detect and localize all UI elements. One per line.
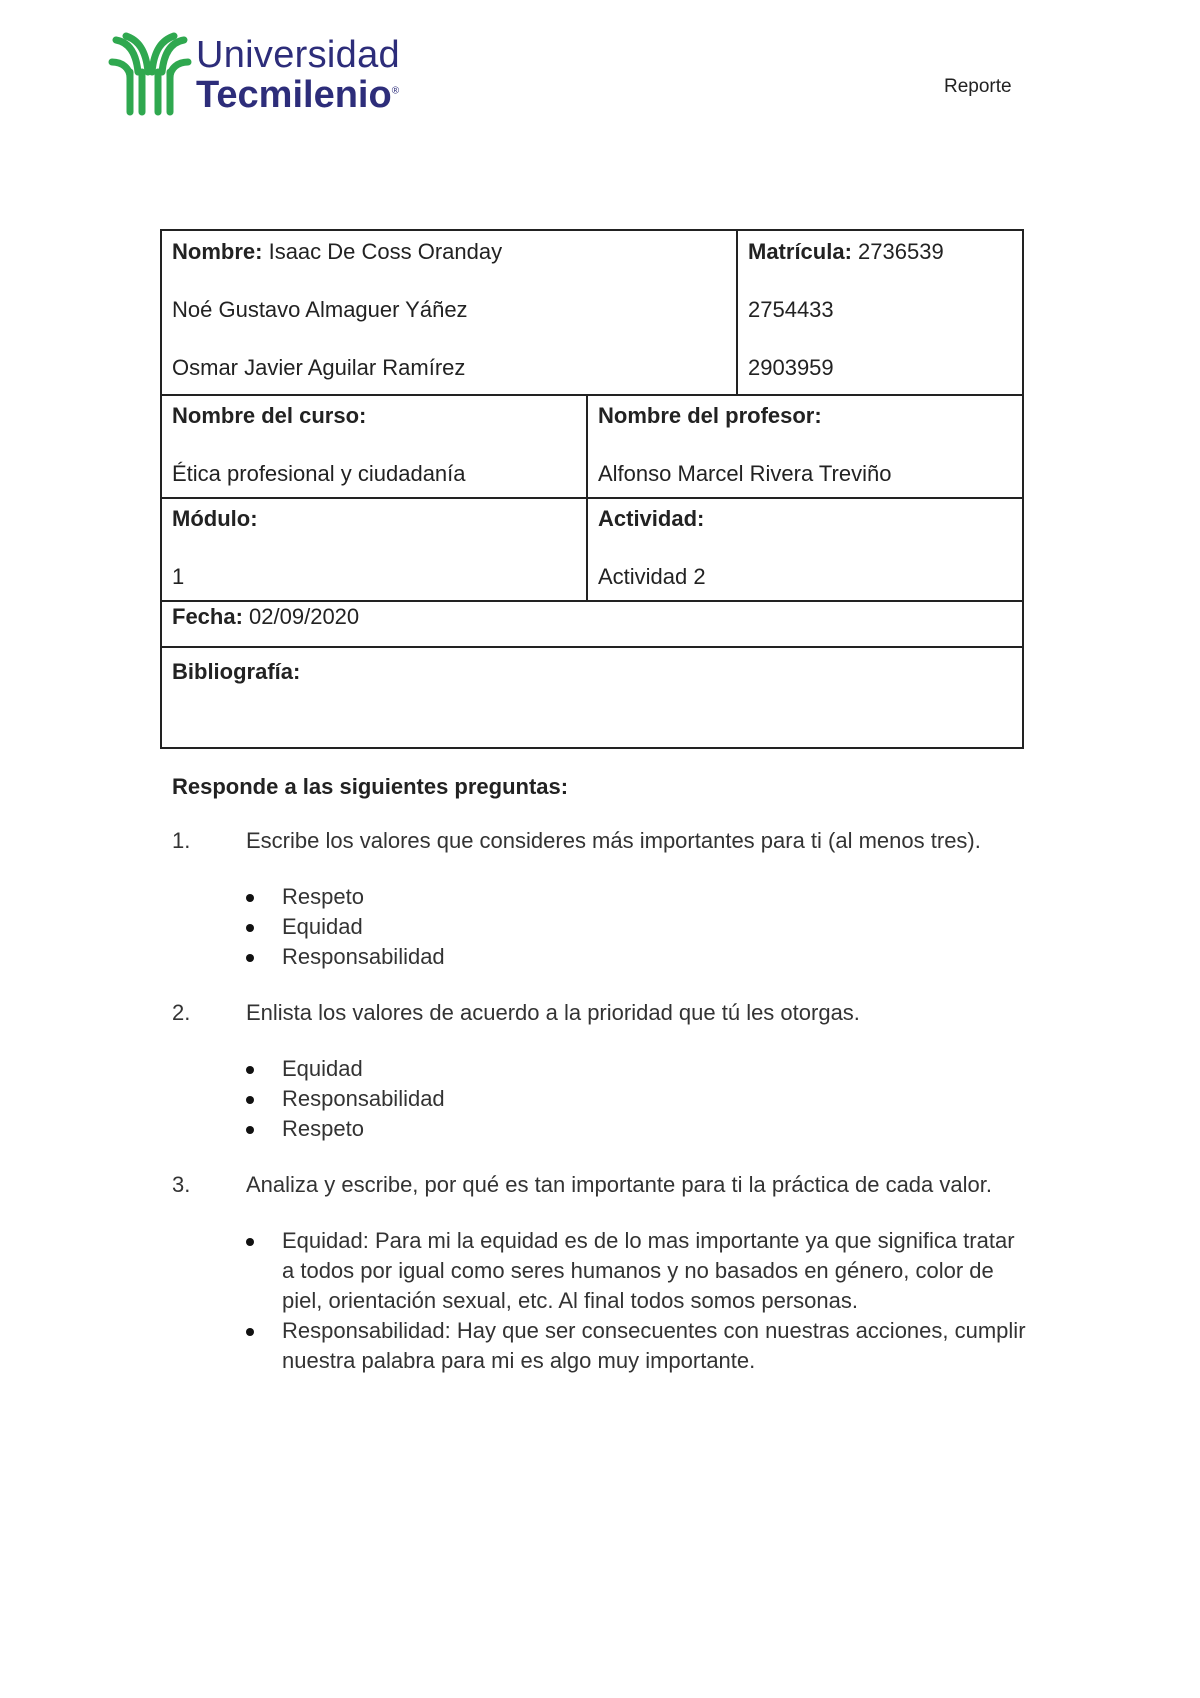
course-name: Ética profesional y ciudadanía xyxy=(172,461,466,486)
report-label: Reporte xyxy=(944,76,1012,97)
answer-list xyxy=(172,882,1032,972)
bibliografia-label: Bibliografía: xyxy=(172,659,301,684)
date-cell xyxy=(162,230,1022,638)
bullet-icon xyxy=(246,1238,254,1246)
answer-text: Equidad xyxy=(282,1056,363,1081)
logo-line-tecmilenio xyxy=(196,74,399,117)
bullet-icon xyxy=(246,894,254,902)
actividad-label: Actividad: xyxy=(598,506,705,531)
logo-tecmilenio-text: Tecmilenio xyxy=(196,74,392,116)
tecmilenio-leaf-icon xyxy=(108,32,192,116)
questions-section xyxy=(172,774,1032,1402)
curso-label: Nombre del curso: xyxy=(172,403,367,428)
answer-item xyxy=(282,1316,1032,1376)
matricula-1: 2736539 xyxy=(858,239,944,264)
bibliography-cell xyxy=(162,651,1022,693)
question-text xyxy=(172,826,1032,856)
registered-mark: ® xyxy=(391,85,400,97)
profesor-label: Nombre del profesor: xyxy=(598,403,822,428)
question-number: 2. xyxy=(172,1000,191,1025)
modulo-label: Módulo: xyxy=(172,506,258,531)
university-logo xyxy=(108,30,408,120)
question-prompt: Analiza y escribe, por qué es tan importante para ti la práctica de cada valor. xyxy=(246,1172,992,1197)
professor-name: Alfonso Marcel Rivera Treviño xyxy=(598,461,892,486)
module-value: 1 xyxy=(172,564,185,589)
question-number: 1. xyxy=(172,828,191,853)
answer-list xyxy=(172,1226,1032,1376)
answer-item xyxy=(282,882,1032,912)
answer-item xyxy=(282,1054,1032,1084)
matricula-3: 2903959 xyxy=(748,355,834,380)
question-text xyxy=(172,1170,1032,1200)
bullet-icon xyxy=(246,1096,254,1104)
question-text xyxy=(172,998,1032,1028)
answer-item xyxy=(282,1084,1032,1114)
question-1 xyxy=(172,826,1032,972)
question-prompt: Escribe los valores que consideres más importantes para ti (al menos tres). xyxy=(246,828,981,853)
bullet-icon xyxy=(246,1328,254,1336)
bullet-icon xyxy=(246,954,254,962)
fecha-label: Fecha: xyxy=(172,604,243,629)
matricula-label: Matrícula: xyxy=(748,239,852,264)
date-value: 02/09/2020 xyxy=(249,604,360,629)
bullet-icon xyxy=(246,1126,254,1134)
answer-item xyxy=(282,912,1032,942)
question-prompt: Enlista los valores de acuerdo a la prioridad que tú les otorgas. xyxy=(246,1000,860,1025)
student-info-table xyxy=(160,229,1024,749)
answer-item xyxy=(282,1226,1032,1316)
answer-list xyxy=(172,1054,1032,1144)
answer-text: Respeto xyxy=(282,1116,364,1141)
activity-value: Actividad 2 xyxy=(598,564,706,589)
nombre-label: Nombre: xyxy=(172,239,263,264)
student-name-3: Osmar Javier Aguilar Ramírez xyxy=(172,355,466,380)
answer-text: Responsabilidad xyxy=(282,944,445,969)
logo-line-universidad: Universidad xyxy=(196,34,400,76)
answer-item xyxy=(282,942,1032,972)
student-name-2: Noé Gustavo Almaguer Yáñez xyxy=(172,297,468,322)
answer-text: Responsabilidad: Hay que ser consecuentes con nuestras acciones, cumplir nuestra palabra para mi es algo muy importante. xyxy=(282,1318,1026,1373)
bullet-icon xyxy=(246,1066,254,1074)
bullet-icon xyxy=(246,924,254,932)
answer-text: Equidad xyxy=(282,914,363,939)
question-number: 3. xyxy=(172,1172,191,1197)
answer-text: Equidad: Para mi la equidad es de lo mas importante ya que significa tratar a todos por igual como seres humanos y no basados en género, color de piel, orientación sexual, etc. Al final todos somos personas. xyxy=(282,1228,1015,1313)
student-name-1: Isaac De Coss Oranday xyxy=(268,239,503,264)
answer-text: Responsabilidad xyxy=(282,1086,445,1111)
question-2 xyxy=(172,998,1032,1144)
answer-item xyxy=(282,1114,1032,1144)
matricula-2: 2754433 xyxy=(748,297,834,322)
answer-text: Respeto xyxy=(282,884,364,909)
table-divider xyxy=(162,646,1022,648)
question-3 xyxy=(172,1170,1032,1376)
questions-title: Responde a las siguientes preguntas: xyxy=(172,774,569,799)
